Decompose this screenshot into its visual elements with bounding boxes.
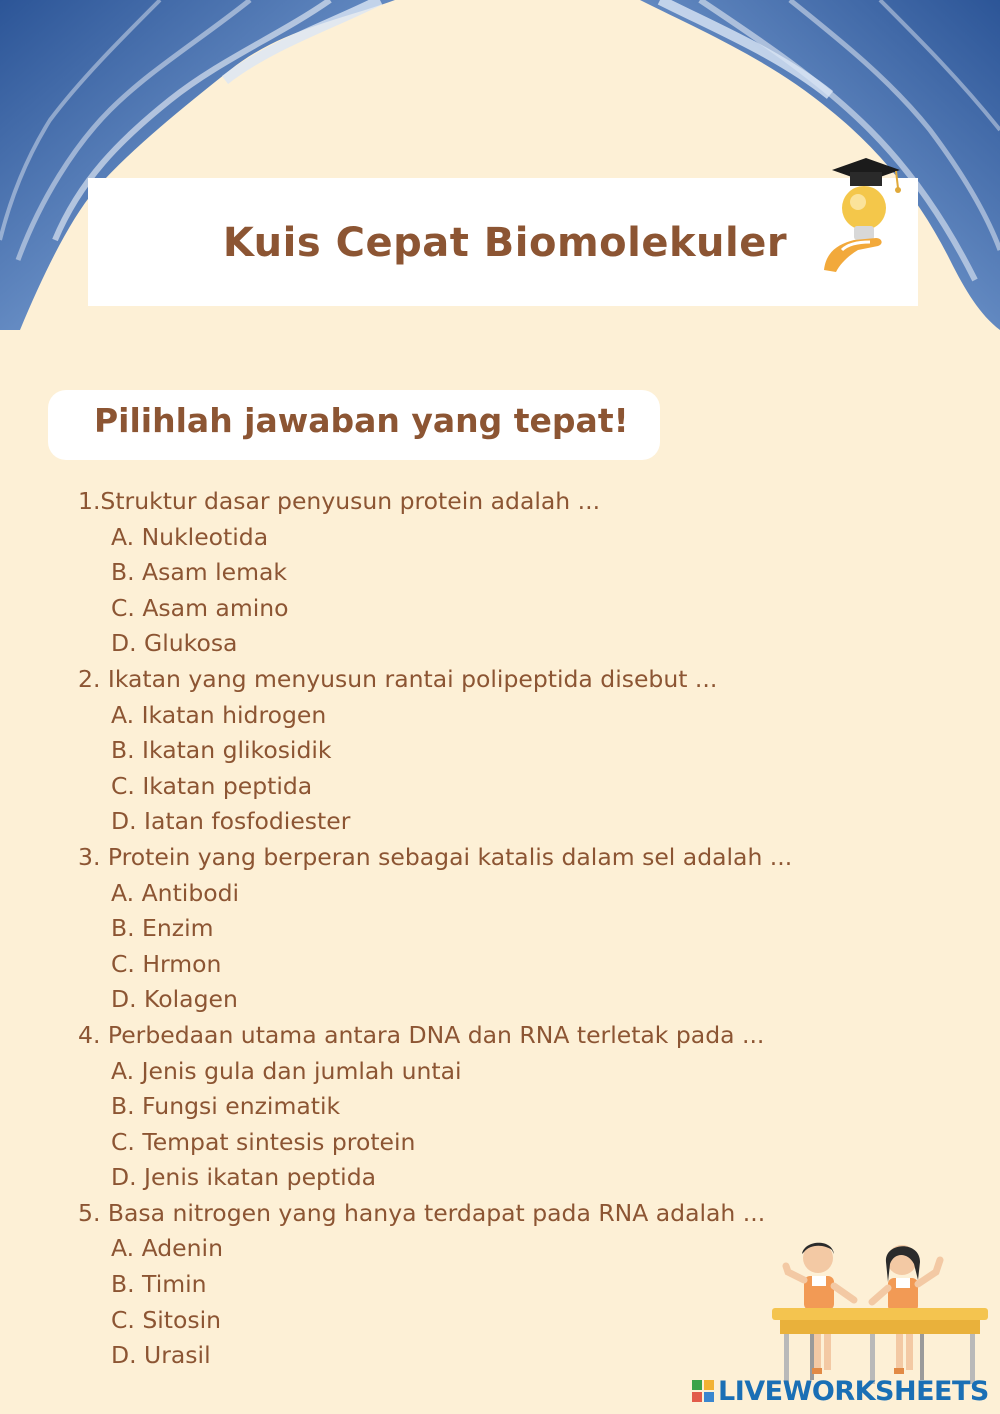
answer-option[interactable]: B. Asam lemak	[111, 558, 288, 587]
question-block	[78, 662, 792, 840]
question-text: 2. Ikatan yang menyusun rantai polipeptida disebut ...	[78, 664, 718, 693]
answer-option[interactable]: B. Timin	[111, 1270, 207, 1299]
answer-option[interactable]: D. Urasil	[111, 1341, 211, 1370]
question-text: 5. Basa nitrogen yang hanya terdapat pada RNA adalah ...	[78, 1198, 766, 1227]
question-text: 3. Protein yang berperan sebagai katalis dalam sel adalah ...	[78, 842, 793, 871]
answer-option[interactable]: A. Adenin	[111, 1234, 223, 1263]
question-block	[78, 1018, 792, 1196]
question-text: 1.Struktur dasar penyusun protein adalah ...	[78, 487, 601, 515]
instruction-text: Pilihlah jawaban yang tepat!	[94, 401, 629, 440]
question-block	[78, 1196, 792, 1374]
liveworksheets-watermark	[692, 1376, 989, 1406]
answer-option[interactable]: C. Tempat sintesis protein	[111, 1127, 416, 1156]
answer-option[interactable]: C. Ikatan peptida	[111, 771, 313, 800]
answer-option[interactable]: B. Ikatan glikosidik	[111, 736, 332, 765]
question-text: 4. Perbedaan utama antara DNA dan RNA terletak pada ...	[78, 1020, 765, 1049]
answer-option[interactable]: B. Fungsi enzimatik	[111, 1092, 341, 1121]
page-title: Kuis Cepat Biomolekuler	[222, 220, 788, 266]
answer-option[interactable]: C. Hrmon	[111, 949, 222, 978]
question-block	[78, 840, 792, 1018]
liveworksheets-logo-icon	[692, 1380, 714, 1402]
question-block	[78, 484, 792, 662]
watermark-text: LIVEWORKSHEETS	[718, 1375, 989, 1407]
answer-option[interactable]: B. Enzim	[111, 914, 214, 943]
quiz-list	[78, 484, 792, 1374]
answer-option[interactable]: D. Glukosa	[111, 629, 238, 658]
answer-option[interactable]: A. Ikatan hidrogen	[111, 700, 327, 729]
answer-option[interactable]: C. Sitosin	[111, 1305, 222, 1334]
answer-option[interactable]: D. Iatan fosfodiester	[111, 807, 351, 836]
lightbulb-graduation-cap-icon	[818, 152, 908, 274]
answer-option[interactable]: A. Nukleotida	[111, 522, 269, 551]
students-illustration	[770, 1236, 990, 1386]
answer-option[interactable]: A. Antibodi	[111, 878, 240, 907]
answer-option[interactable]: C. Asam amino	[111, 593, 289, 622]
answer-option[interactable]: A. Jenis gula dan jumlah untai	[111, 1056, 462, 1085]
answer-option[interactable]: D. Kolagen	[111, 985, 238, 1014]
answer-option[interactable]: D. Jenis ikatan peptida	[111, 1163, 377, 1192]
